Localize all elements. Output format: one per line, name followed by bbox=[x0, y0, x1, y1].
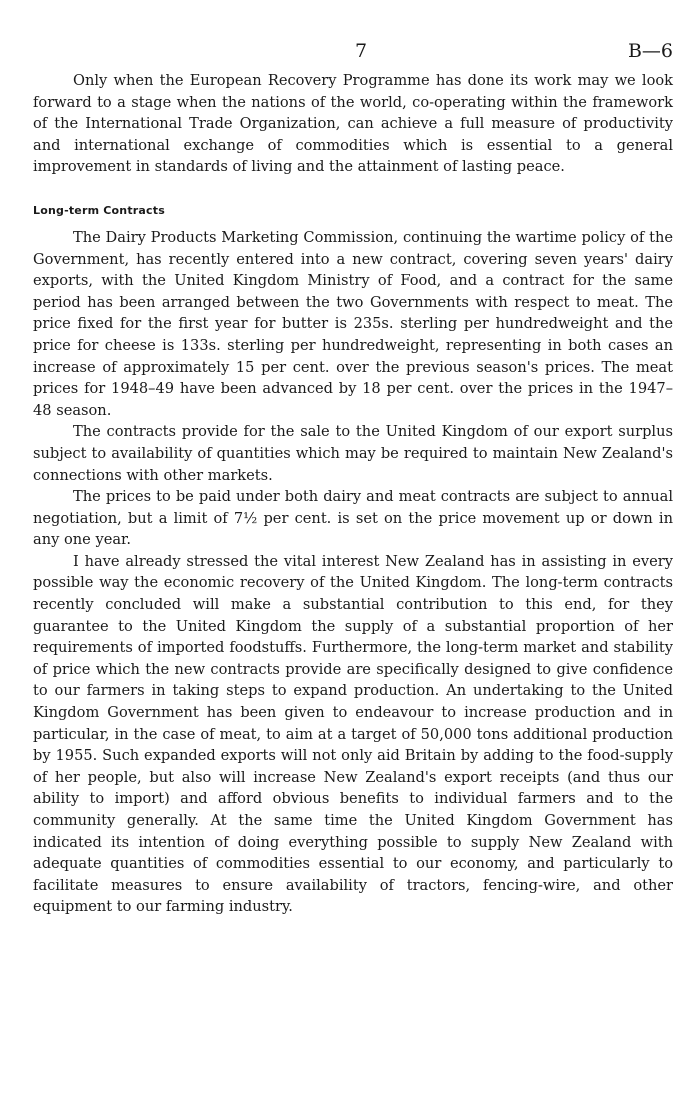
page-number: 7 bbox=[355, 40, 368, 62]
document-page bbox=[33, 40, 673, 918]
body-paragraph-1: The Dairy Products Marketing Commission, continuing the wartime policy of the Government, has recently entered into a new contract, covering seven years' dairy exports, with the United Kingdom Ministry of Food, and a contract for the same period has been arranged between the two Governments with respect to meat. The price fixed for the first year for butter is 235s. sterling per hundredweight and the price for cheese is 133s. sterling per hundredweight, representing in both cases an increase of approximately 15 per cent. over the previous season's prices. The meat prices for 1948–49 have been advanced by 18 per cent. over the prices in the 1947–48 season. bbox=[33, 228, 673, 419]
body-paragraph-2: The contracts provide for the sale to the United Kingdom of our export surplus subject to availability of quantities which may be required to maintain New Zealand's connections with other markets. bbox=[33, 423, 673, 484]
intro-paragraph: Only when the European Recovery Programme has done its work may we look forward to a stage when the nations of the world, co-operating within the framework of the International Trade Organization, can achieve a full measure of productivity and international exchange of commodities which is essential to a general improvement in standards of living and the attainment of lasting peace. bbox=[33, 72, 673, 176]
page-header bbox=[33, 40, 673, 70]
body-paragraph-3: The prices to be paid under both dairy and meat contracts are subject to annual negotiation, but a limit of 7½ per cent. is set on the price movement up or down in any one year. bbox=[33, 488, 673, 549]
document-reference: B—6 bbox=[627, 40, 673, 62]
body-paragraph-4: I have already stressed the vital interest New Zealand has in assisting in every possible way the economic recovery of the United Kingdom. The long-term contracts recently concluded will make a substantial contribution to this end, for they guarantee to the United Kingdom the supply of a substantial proportion of her requirements of imported foodstuffs. Furthermore, the long-term market and stability of price which the new contracts provide are specifically designed to give confidence to our farmers in taking steps to expand production. An undertaking to the United Kingdom Government has been given to endeavour to increase production and in particular, in the case of meat, to aim at a target of 50,000 tons additional production by 1955. Such expanded exports will not only aid Britain by adding to the food-supply of her people, but also will increase New Zealand's export receipts (and thus our ability to import) and afford obvious benefits to individual farmers and to the community generally. At the same time the United Kingdom Government has indicated its intention of doing everything possible to supply New Zealand with adequate quantities of commodities essential to our economy, and particularly to facilitate measures to ensure availability of tractors, fencing-wire, and other equipment to our farming industry. bbox=[33, 552, 673, 916]
section-heading: Long-term Contracts bbox=[33, 203, 165, 217]
